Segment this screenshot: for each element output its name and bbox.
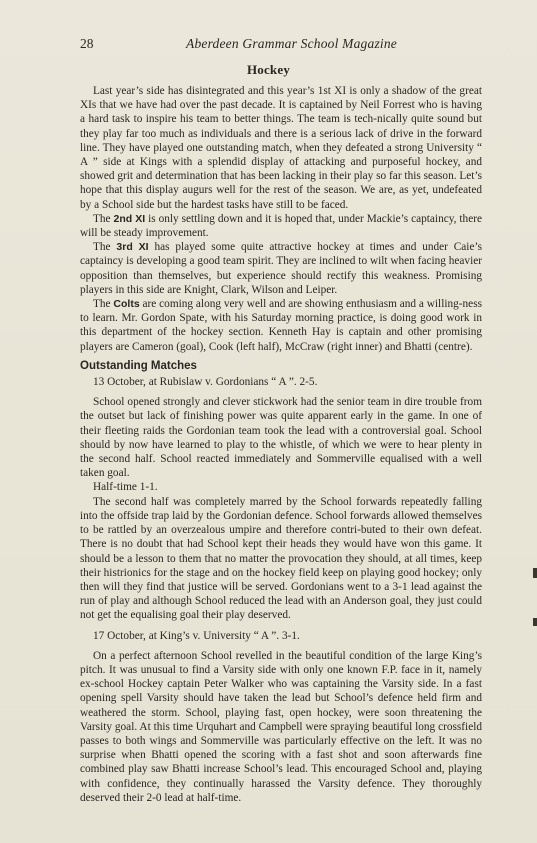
team-name: 3rd XI — [116, 241, 149, 254]
match-report-gordonians-second-half: The second half was completely marred by the School forwards repeatedly falling into the offside trap laid by the Gordonian defence. School forwards allowed themselves to be rattled by an overzealous umpire and therefore contri-buted to their own defeat. There is no doubt that had School kept their heads they would have won this game. It should be a lesson to them that no matter the provocation they should, at all times, keep their histrionics for the stage and on the hockey field keep on playing good hockey; only then will they find that justice will be served. Gordonians went to a 3-1 lead against the run of play and although School reduced the lead with an Anderson goal, they just could not get the equalising goal their play deserved. — [80, 495, 482, 622]
section-heading: Outstanding Matches — [80, 359, 197, 372]
half-time-score: Half-time 1-1. — [93, 481, 158, 494]
paragraph-colts — [80, 297, 482, 354]
magazine-title: Aberdeen Grammar School Magazine — [186, 36, 397, 51]
text-run: The — [93, 212, 114, 225]
text-run: are coming along very well and are showing enthusiasm and a willing-ness to learn. Mr. Gordon Spate, with his Saturday morning practice, is doing good work in this department of the hockey section. Kenneth Hay is captain and other promising players are Cameron (goal), Cook (left half), McCraw (right inner) and Bhatti (centre). — [80, 298, 482, 353]
match-heading-university: 17 October, at King’s v. University “ A ”. 3-1. — [93, 629, 300, 642]
article-body — [80, 84, 482, 805]
page-edge-mark — [533, 568, 537, 578]
text-run: The — [93, 241, 117, 254]
text-run: is only settling down and it is hoped that, under Mackie’s captaincy, there will be steady improvement. — [80, 212, 482, 240]
text-run: has played some quite attractive hockey at times and under Caie’s captaincy is developing a good team spirit. They are inclined to wilt when facing heavier opposition than themselves, but experience should rectify this weakness. Promising players in this side are Knight, Clark, Wilson and Leiper. — [80, 241, 482, 296]
page-number: 28 — [80, 36, 94, 51]
match-report-university: On a perfect afternoon School revelled in the beautiful condition of the large King’s pitch. It was unusual to find a Varsity side with only one known F.P. face in it, namely ex-school Hockey captain Peter Walker who was captaining the Varsity side. In a fast opening spell Varsity should have taken the lead but School’s defence held firm and weathered the storm. School, playing fast, open hockey, were soon threatening the Varsity goal. At this time Urquhart and Campbell were spraying beautiful long crossfield passes to both wings and Sommerville was particularly effective on the left. It was no surprise when Bhatti opened the scoring with a fast shot and soon afterwards fine combined play saw Bhatti increase School’s lead. This encouraged School and, playing with confidence, they continually harassed the Varsity defence. They thoroughly deserved their 2-0 lead at half-time. — [80, 649, 482, 804]
team-name: 2nd XI — [113, 212, 146, 225]
team-name: Colts — [113, 298, 140, 311]
text-run: The — [93, 298, 114, 311]
paragraph-third-xi — [80, 240, 482, 297]
paragraph-second-xi — [80, 212, 482, 240]
page-edge-mark — [533, 618, 537, 626]
running-head — [80, 36, 480, 52]
paragraph-first-xi: Last year’s side has disintegrated and this year’s 1st XI is only a shadow of the great XIs that we have had over the past decade. It is captained by Neil Forrest who is having a hard task to inspire his team to better things. The team is tech-nically quite sound but they play far too much as individuals and there is a serious lack of drive in the forward line. They have played one outstanding match, when they defeated a strong University “ A ” side at Kings with a splendid display of attacking and purposeful hockey, and showed grit and determination that has been lacking in their play so far this season. Let’s hope that this display augurs well for the rest of the season. We are, as yet, undefeated by a School side but the hardest tasks have still to be faced. — [80, 85, 482, 211]
match-report-gordonians-first-half: School opened strongly and clever stickwork had the senior team in dire trouble from the outset but lack of finishing power was quite apparent early in the game. In one of their fleeting raids the Gordonian team took the lead with a controversial goal. School should by now have learned to play to the whistle, of which we were to hear plenty in the second half. School reacted immediately and Sommerville equalised with a well taken goal. — [80, 396, 482, 480]
article-title: Hockey — [246, 62, 291, 77]
match-heading-gordonians: 13 October, at Rubislaw v. Gordonians “ A ”. 2-5. — [93, 376, 318, 389]
